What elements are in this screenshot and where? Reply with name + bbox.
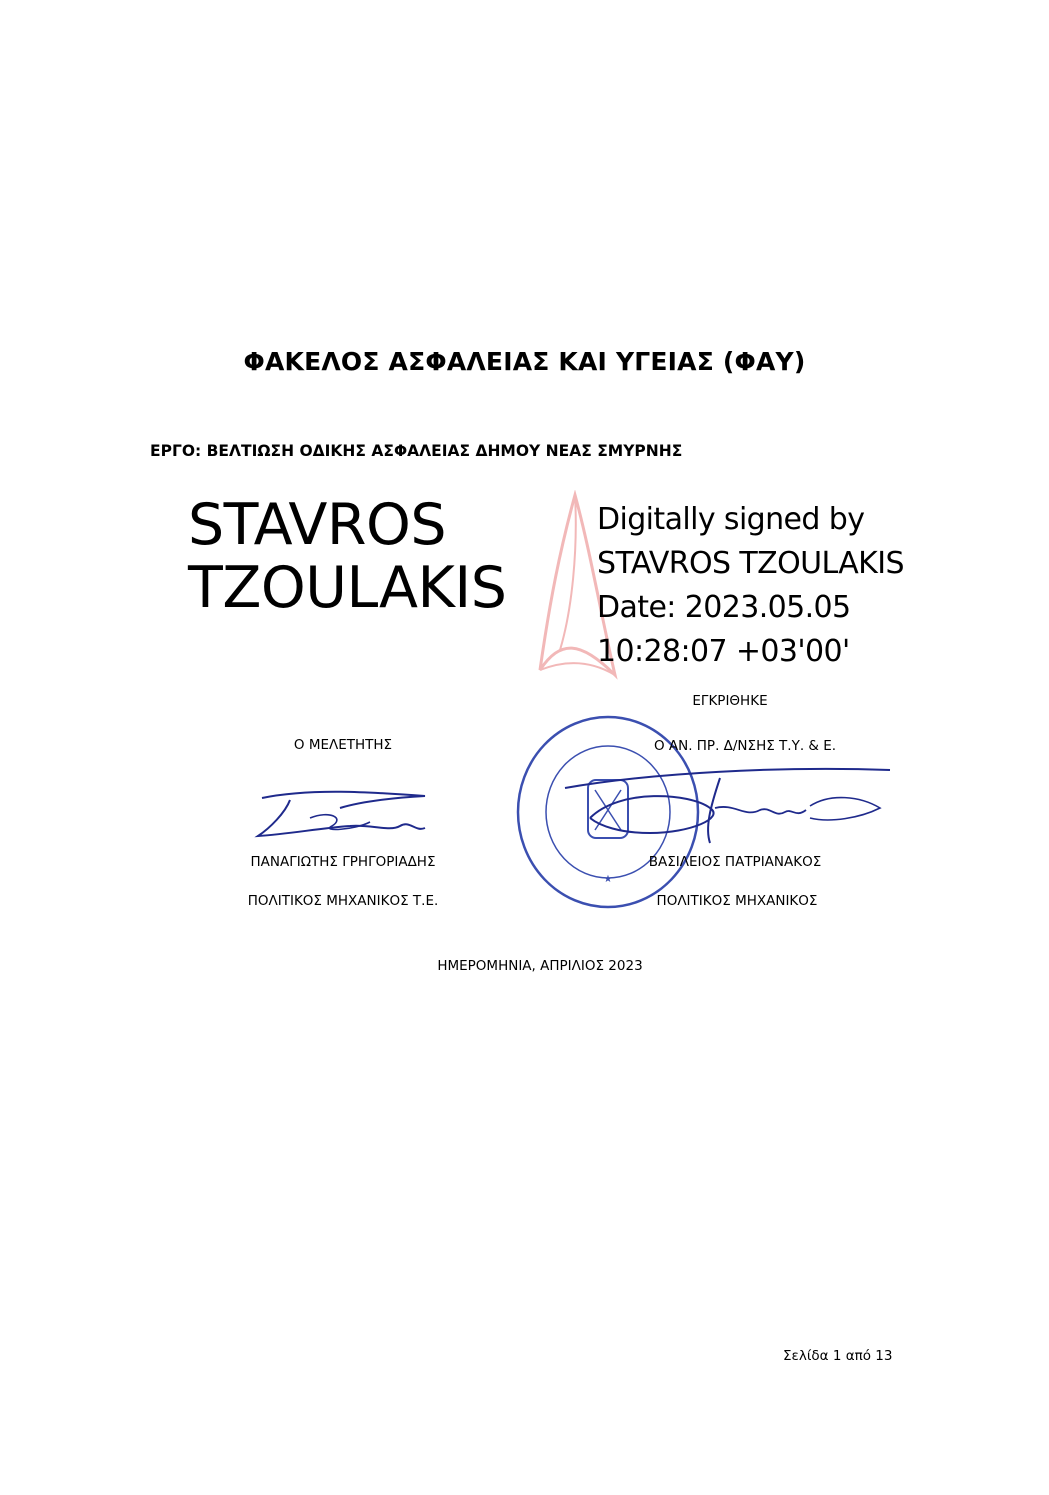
digital-signature-details <box>597 498 904 674</box>
signer-first-name: STAVROS <box>188 492 447 558</box>
signature-info-line: Date: 2023.05.05 <box>597 590 851 625</box>
svg-text:★: ★ <box>603 874 613 885</box>
project-line: ΕΡΓΟ: ΒΕΛΤΙΩΣΗ ΟΔΙΚΗΣ ΑΣΦΑΛΕΙΑΣ ΔΗΜΟΥ ΝΕΑΣ ΣΜΥΡΝΗΣ <box>150 442 683 460</box>
date-line: ΗΜΕΡΟΜΗΝΙΑ, ΑΠΡΙΛΙΟΣ 2023 <box>437 958 643 974</box>
left-handwritten-signature <box>250 788 435 848</box>
document-title: ΦΑΚΕΛΟΣ ΑΣΦΑΛΕΙΑΣ ΚΑΙ ΥΓΕΙΑΣ (ΦΑΥ) <box>243 347 806 376</box>
left-signatory-name: ΠΑΝΑΓΙΩΤΗΣ ΓΡΗΓΟΡΙΑΔΗΣ <box>250 854 436 870</box>
left-signatory-title: ΠΟΛΙΤΙΚΟΣ ΜΗΧΑΝΙΚΟΣ Τ.Ε. <box>247 893 439 909</box>
signature-info-line: STAVROS TZOULAKIS <box>597 546 904 581</box>
approved-label: ΕΓΚΡΙΘΗΚΕ <box>692 693 768 709</box>
right-signatory-name: ΒΑΣΙΛΕΙΟΣ ΠΑΤΡΙΑΝΑΚΟΣ <box>648 854 822 870</box>
signature-info-line: Digitally signed by <box>597 502 865 537</box>
digital-signature-name <box>188 494 506 620</box>
page-number: Σελίδα 1 από 13 <box>783 1348 893 1364</box>
right-handwritten-signature <box>560 748 895 848</box>
signature-info-line: 10:28:07 +03'00' <box>597 634 850 669</box>
right-signatory-title: ΠΟΛΙΤΙΚΟΣ ΜΗΧΑΝΙΚΟΣ <box>656 893 818 909</box>
left-signatory-role: Ο ΜΕΛΕΤΗΤΗΣ <box>293 737 393 753</box>
right-signatory-role: Ο ΑΝ. ΠΡ. Δ/ΝΣΗΣ Τ.Υ. & Ε. <box>653 738 837 754</box>
signer-last-name: TZOULAKIS <box>188 555 507 621</box>
